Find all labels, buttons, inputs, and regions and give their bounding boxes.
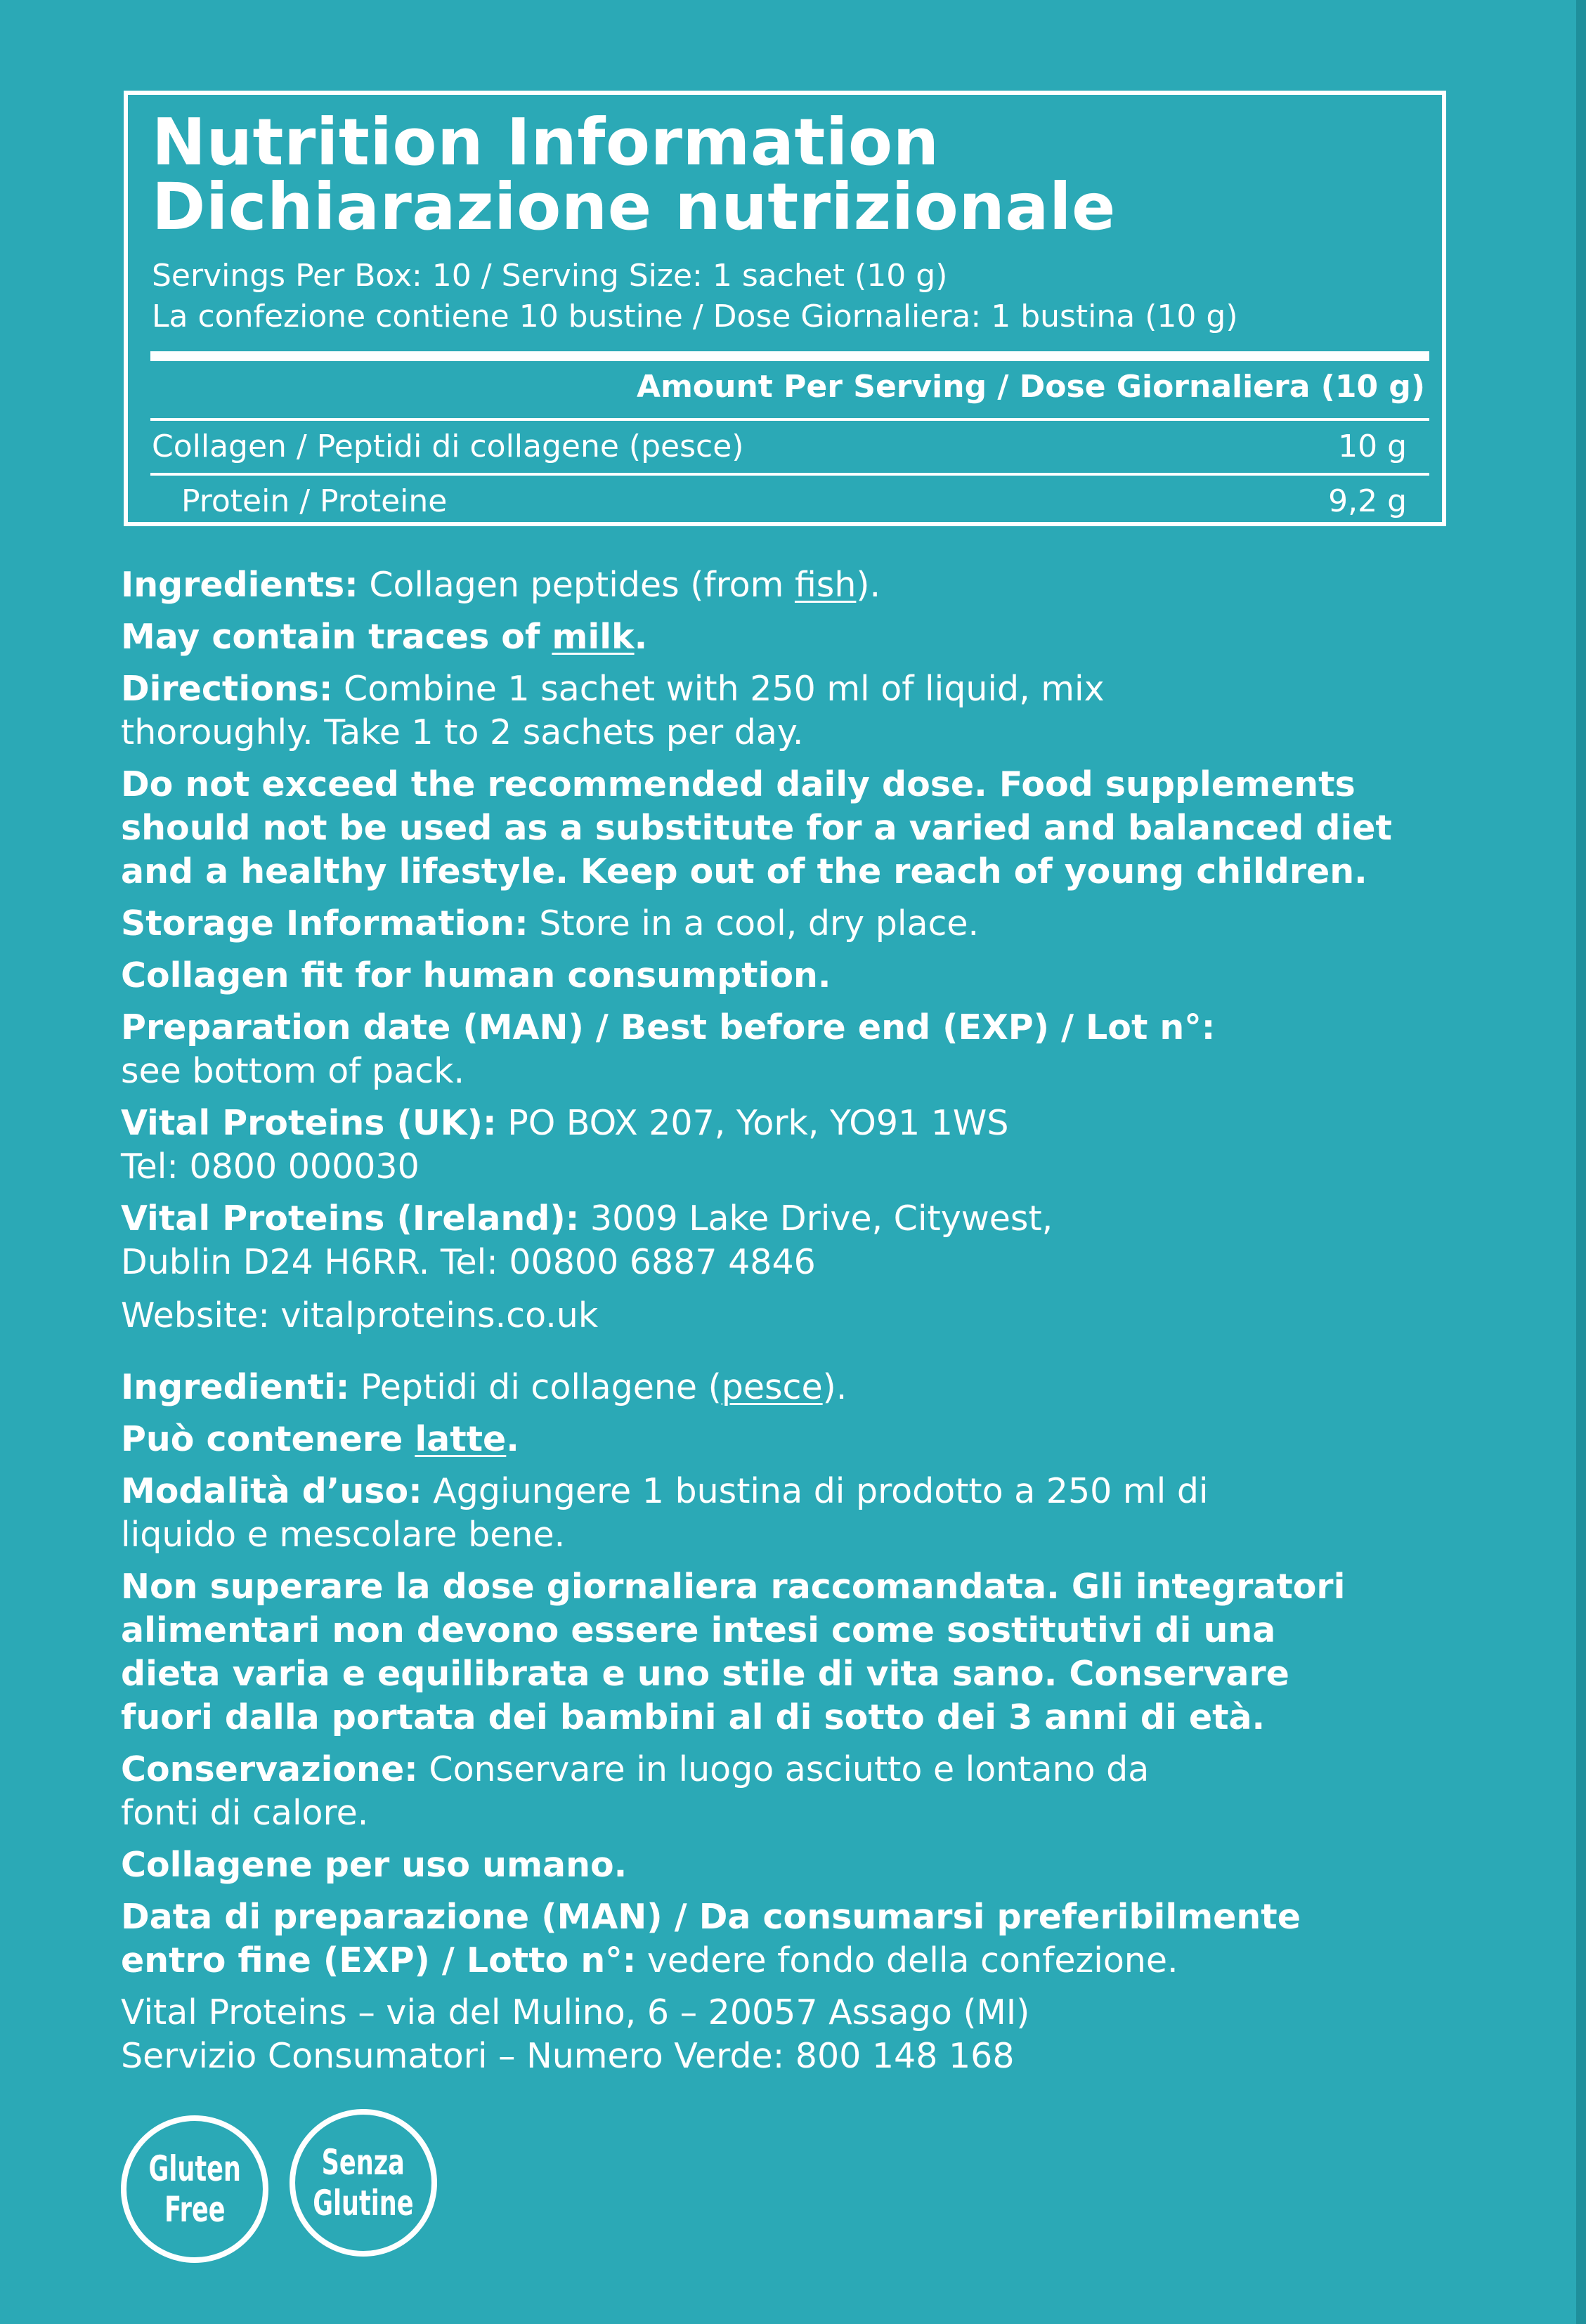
nutrition-panel <box>124 91 1446 526</box>
it-allergen-latte: latte <box>415 1419 507 1459</box>
it-usage-line1: Aggiungere 1 bustina di prodotto a 250 ml di <box>422 1471 1209 1511</box>
en-allergen-milk: milk <box>552 617 635 657</box>
nutrition-divider <box>150 473 1429 476</box>
en-prep-label: Preparation date (MAN) / Best before end (EXP) / Lot n°: <box>121 1007 1216 1047</box>
servings-it: La confezione contiene 10 bustine / Dose Giornaliera: 1 bustina (10 g) <box>152 299 1238 334</box>
en-warning-line1: Do not exceed the recommended daily dose. Food supplements <box>121 764 1356 804</box>
it-traces-text: Può contenere <box>121 1419 415 1459</box>
en-ie-label: Vital Proteins (Ireland): <box>121 1199 580 1239</box>
it-prep-text2: vedere fondo della confezione. <box>636 1940 1178 1980</box>
it-warning-line3: dieta varia e equilibrata e uno stile di vita sano. Conservare <box>121 1654 1289 1694</box>
nutrition-row-label: Protein / Proteine <box>181 483 448 519</box>
en-directions-line2: thoroughly. Take 1 to 2 sachets per day. <box>121 712 804 752</box>
amount-per-serving-header: Amount Per Serving / Dose Giornaliera (10 g) <box>637 369 1425 405</box>
it-storage-label: Conservazione: <box>121 1749 418 1789</box>
it-address: Vital Proteins – via del Mulino, 6 – 20057 Assago (MI) <box>121 1992 1030 2032</box>
senza-glutine-badge <box>290 2109 437 2257</box>
it-service: Servizio Consumatori – Numero Verde: 800 148 168 <box>121 2036 1015 2076</box>
it-ingredients-text: Peptidi di collagene ( <box>349 1367 722 1407</box>
en-ingredients <box>121 563 1456 607</box>
en-ingredients-end: ). <box>856 565 881 605</box>
it-traces-end: . <box>506 1419 519 1459</box>
en-storage-text: Store in a cool, dry place. <box>528 903 980 944</box>
it-ingredients-label: Ingredienti: <box>121 1367 350 1407</box>
right-edge-shadow <box>1576 0 1586 2324</box>
badge-line2: Free <box>164 2189 226 2230</box>
it-storage-line2: fonti di calore. <box>121 1793 369 1833</box>
nutrition-row-label: Collagen / Peptidi di collagene (pesce) <box>152 429 744 464</box>
it-usage-line2: liquido e mescolare bene. <box>121 1515 566 1555</box>
it-prep-label2: entro fine (EXP) / Lotto n°: <box>121 1940 637 1980</box>
gluten-free-badge <box>121 2115 268 2263</box>
it-prep-line2 <box>121 1939 1456 1983</box>
it-ingredients <box>121 1366 1456 1409</box>
nutrition-title-it: Dichiarazione nutrizionale <box>152 169 1116 244</box>
en-traces <box>121 615 1456 659</box>
en-storage-label: Storage Information: <box>121 903 528 944</box>
en-traces-end: . <box>634 617 648 657</box>
en-directions <box>121 667 1456 711</box>
en-ingredients-text: Collagen peptides (from <box>358 565 795 605</box>
en-traces-text: May contain traces of <box>121 617 552 657</box>
en-fit-statement: Collagen fit for human consumption. <box>121 955 831 995</box>
it-warning-line4: fuori dalla portata dei bambini al di sotto dei 3 anni di età. <box>121 1697 1266 1737</box>
en-directions-label: Directions: <box>121 669 333 709</box>
en-ie-address <box>121 1197 1456 1241</box>
it-prep-line1: Data di preparazione (MAN) / Da consumarsi preferibilmente <box>121 1897 1301 1937</box>
nutrition-thick-divider <box>150 351 1429 361</box>
nutrition-row-protein <box>152 483 1407 519</box>
en-uk-address-text: PO BOX 207, York, YO91 1WS <box>496 1103 1009 1143</box>
nutrition-divider <box>150 418 1429 421</box>
en-allergen-fish: fish <box>794 565 857 605</box>
it-allergen-pesce: pesce <box>721 1367 823 1407</box>
nutrition-row-value: 9,2 g <box>1328 483 1407 519</box>
it-usage <box>121 1470 1456 1513</box>
en-directions-line1: Combine 1 sachet with 250 ml of liquid, mix <box>332 669 1105 709</box>
badge-line1: Gluten <box>148 2148 241 2189</box>
en-warning-line2: should not be used as a substitute for a varied and balanced diet <box>121 808 1392 848</box>
en-warning-line3: and a healthy lifestyle. Keep out of the reach of young children. <box>121 851 1367 892</box>
it-usage-label: Modalità d’uso: <box>121 1471 422 1511</box>
nutrition-row-collagen <box>152 431 1407 462</box>
it-warning-line1: Non superare la dose giornaliera raccomandata. Gli integratori <box>121 1567 1346 1607</box>
it-warning-line2: alimentari non devono essere intesi come sostitutivi di una <box>121 1610 1276 1650</box>
it-ingredients-end: ). <box>822 1367 847 1407</box>
en-uk-tel: Tel: 0800 000030 <box>121 1147 420 1187</box>
en-prep-text: see bottom of pack. <box>121 1051 465 1091</box>
en-uk-label: Vital Proteins (UK): <box>121 1103 497 1143</box>
en-storage <box>121 902 1456 946</box>
en-ie-line2: Dublin D24 H6RR. Tel: 00800 6887 4846 <box>121 1242 816 1282</box>
servings-en: Servings Per Box: 10 / Serving Size: 1 sachet (10 g) <box>152 258 948 294</box>
en-website: Website: vitalproteins.co.uk <box>121 1295 599 1336</box>
it-traces <box>121 1418 1456 1461</box>
it-storage-line1: Conservare in luogo asciutto e lontano da <box>417 1749 1150 1789</box>
en-ie-address-text: 3009 Lake Drive, Citywest, <box>579 1199 1053 1239</box>
nutrition-row-value: 10 g <box>1338 429 1407 464</box>
en-ingredients-label: Ingredients: <box>121 565 358 605</box>
badge-line1: Senza <box>321 2142 405 2183</box>
nutrition-title-en: Nutrition Information <box>152 105 940 180</box>
en-uk-address <box>121 1102 1456 1145</box>
it-use-statement: Collagene per uso umano. <box>121 1845 628 1885</box>
it-storage <box>121 1748 1456 1791</box>
badge-line2: Glutine <box>313 2183 414 2224</box>
